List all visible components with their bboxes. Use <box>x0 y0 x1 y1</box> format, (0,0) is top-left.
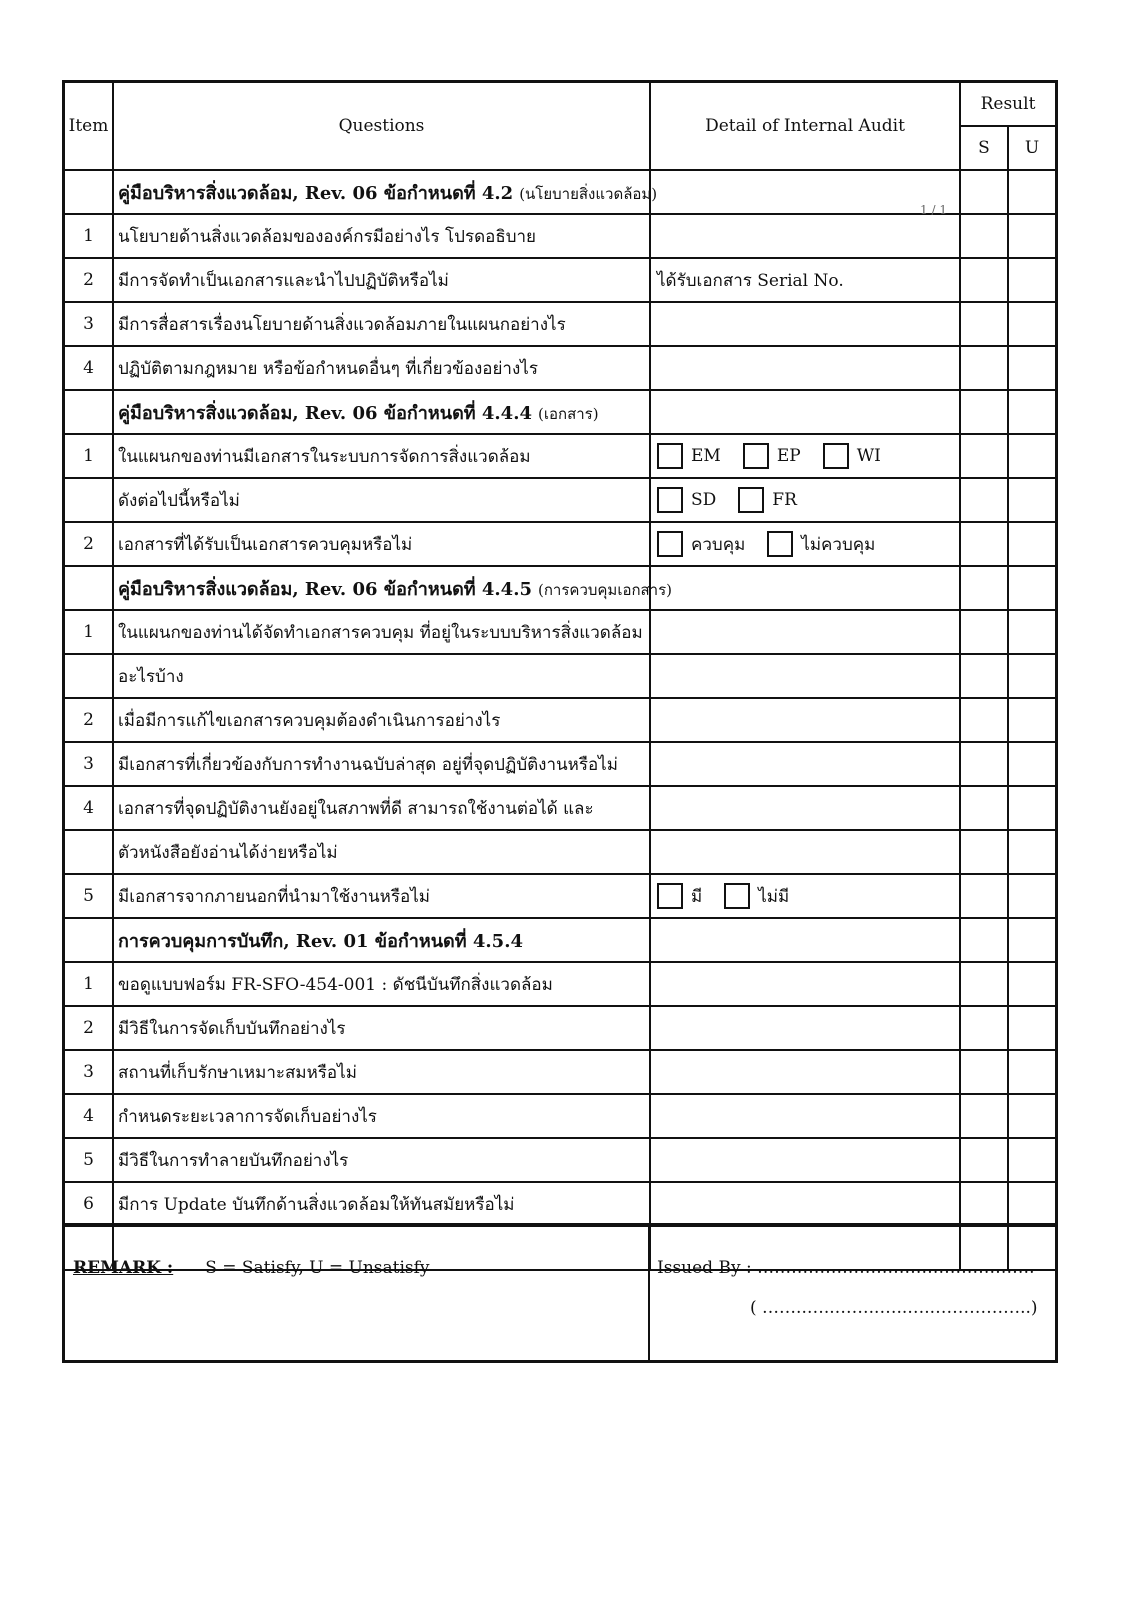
result-s-cell[interactable] <box>960 742 1008 786</box>
signature-line: ( ……..…..……..…..…..……………..) <box>750 1298 1038 1318</box>
question-text: มีเอกสารที่เกี่ยวข้องกับการทำงานฉบับล่าสุด อยู่ที่จุดปฏิบัติงานหรือไม่ <box>113 742 650 786</box>
remark-line <box>73 1258 430 1278</box>
section-item-cell <box>65 390 113 434</box>
result-u-cell[interactable] <box>1008 214 1055 258</box>
table-row <box>65 1182 1055 1226</box>
checkbox-option[interactable] <box>738 487 797 513</box>
checkbox-label: ไม่ควบคุม <box>801 534 876 555</box>
result-u-cell[interactable] <box>1008 1138 1055 1182</box>
table-row <box>65 302 1055 346</box>
item-number: 6 <box>65 1182 113 1226</box>
table-row <box>65 214 1055 258</box>
item-number: 4 <box>65 1094 113 1138</box>
table-row <box>65 434 1055 478</box>
checkbox-option[interactable] <box>767 531 875 558</box>
satisfy-header: S <box>960 126 1008 170</box>
result-s-cell[interactable] <box>960 170 1008 214</box>
question-text: ดังต่อไปนี้หรือไม่ <box>113 478 650 522</box>
remark-text: S = Satisfy, U = Unsatisfy <box>205 1258 430 1278</box>
checkbox-option[interactable] <box>657 487 716 513</box>
page-mark: 1 / 1 <box>920 203 947 217</box>
detail-cell[interactable] <box>650 478 960 522</box>
item-number: 4 <box>65 786 113 830</box>
detail-cell[interactable] <box>650 742 960 786</box>
audit-checklist-sheet <box>62 80 1058 1363</box>
result-s-cell[interactable] <box>960 962 1008 1006</box>
table-row <box>65 346 1055 390</box>
section-row <box>65 566 1055 610</box>
result-u-cell[interactable] <box>1008 478 1055 522</box>
section-title-cell <box>113 390 650 434</box>
section-title-cell <box>113 170 658 214</box>
result-u-cell[interactable] <box>1008 302 1055 346</box>
detail-cell[interactable] <box>650 698 960 742</box>
checkbox-label: FR <box>772 490 797 510</box>
item-number: 3 <box>65 1050 113 1094</box>
section-note: (การควบคุมเอกสาร) <box>538 580 673 599</box>
checkbox[interactable] <box>657 883 683 909</box>
detail-cell[interactable] <box>650 1050 960 1094</box>
checkbox-group <box>657 883 959 910</box>
result-s-cell[interactable] <box>960 1182 1008 1226</box>
section-title: คู่มือบริหารสิ่งแวดล้อม, Rev. 06 ข้อกำหนดที่ 4.4.4 <box>118 402 532 424</box>
question-text: เมื่อมีการแก้ไขเอกสารควบคุมต้องดำเนินการอย่างไร <box>113 698 650 742</box>
result-s-cell[interactable] <box>960 1094 1008 1138</box>
result-u-cell[interactable] <box>1008 918 1055 962</box>
result-s-cell[interactable] <box>960 610 1008 654</box>
checkbox[interactable] <box>823 443 849 469</box>
item-number: 3 <box>65 742 113 786</box>
result-s-cell[interactable] <box>960 258 1008 302</box>
detail-cell[interactable] <box>650 1006 960 1050</box>
section-item-cell <box>65 918 113 962</box>
table-row <box>65 478 1055 522</box>
question-text: มีการจัดทำเป็นเอกสารและนำไปปฏิบัติหรือไม่ <box>113 258 650 302</box>
detail-cell[interactable] <box>650 786 960 830</box>
detail-cell[interactable] <box>650 874 960 918</box>
detail-cell[interactable] <box>650 566 960 610</box>
item-number: 1 <box>65 434 113 478</box>
table-row <box>65 1138 1055 1182</box>
result-s-cell[interactable] <box>960 346 1008 390</box>
question-text: ตัวหนังสือยังอ่านได้ง่ายหรือไม่ <box>113 830 650 874</box>
result-s-cell[interactable] <box>960 214 1008 258</box>
detail-cell[interactable] <box>650 214 960 258</box>
question-text: มีการ Update บันทึกด้านสิ่งแวดล้อมให้ทันสมัยหรือไม่ <box>113 1182 650 1226</box>
checkbox[interactable] <box>738 487 764 513</box>
result-s-cell[interactable] <box>960 918 1008 962</box>
checkbox[interactable] <box>743 443 769 469</box>
result-u-cell[interactable] <box>1008 698 1055 742</box>
result-s-cell[interactable] <box>960 478 1008 522</box>
item-number: 5 <box>65 1138 113 1182</box>
item-header: Item <box>65 83 113 170</box>
item-number: 2 <box>65 1006 113 1050</box>
table-row <box>65 654 1055 698</box>
checkbox[interactable] <box>657 531 683 557</box>
remark-cell <box>65 1226 650 1363</box>
checkbox-group <box>657 531 959 558</box>
checkbox-option[interactable] <box>743 443 801 469</box>
remark-label: REMARK : <box>73 1258 174 1278</box>
item-number: 5 <box>65 874 113 918</box>
checkbox-group <box>657 487 959 513</box>
question-text: มีวิธีในการทำลายบันทึกอย่างไร <box>113 1138 650 1182</box>
table-row <box>65 742 1055 786</box>
detail-cell[interactable] <box>650 434 960 478</box>
checkbox-option[interactable] <box>724 883 789 910</box>
result-u-cell[interactable] <box>1008 170 1055 214</box>
item-number: 2 <box>65 698 113 742</box>
result-s-cell[interactable] <box>960 654 1008 698</box>
item-number <box>65 830 113 874</box>
question-text: เอกสารที่จุดปฏิบัติงานยังอยู่ในสภาพที่ดี สามารถใช้งานต่อได้ และ <box>113 786 650 830</box>
questions-header: Questions <box>113 83 650 170</box>
item-number: 3 <box>65 302 113 346</box>
table-row <box>65 258 1055 302</box>
question-text: ในแผนกของท่านได้จัดทำเอกสารควบคุม ที่อยู่ในระบบบริหารสิ่งแวดล้อม <box>113 610 650 654</box>
checkbox[interactable] <box>657 487 683 513</box>
checkbox-label: ไม่มี <box>758 886 790 907</box>
detail-cell[interactable] <box>650 522 960 566</box>
item-number: 1 <box>65 962 113 1006</box>
question-text: ปฏิบัติตามกฎหมาย หรือข้อกำหนดอื่นๆ ที่เกี่ยวข้องอย่างไร <box>113 346 650 390</box>
result-s-cell[interactable] <box>960 786 1008 830</box>
detail-header: Detail of Internal Audit <box>650 83 960 170</box>
item-number <box>65 478 113 522</box>
table-row <box>65 1050 1055 1094</box>
checkbox-label: WI <box>856 446 881 466</box>
result-u-cell[interactable] <box>1008 830 1055 874</box>
section-title: คู่มือบริหารสิ่งแวดล้อม, Rev. 06 ข้อกำหนดที่ 4.4.5 <box>118 578 532 600</box>
result-s-cell[interactable] <box>960 390 1008 434</box>
question-text: มีวิธีในการจัดเก็บบันทึกอย่างไร <box>113 1006 650 1050</box>
result-u-cell[interactable] <box>1008 1182 1055 1226</box>
checkbox-label: EM <box>691 446 721 466</box>
checkbox[interactable] <box>657 443 683 469</box>
result-u-cell[interactable] <box>1008 522 1055 566</box>
result-u-cell[interactable] <box>1008 1094 1055 1138</box>
result-u-cell[interactable] <box>1008 654 1055 698</box>
checkbox-label: SD <box>691 490 717 510</box>
item-number <box>65 654 113 698</box>
detail-cell[interactable] <box>650 610 960 654</box>
section-note: (เอกสาร) <box>538 404 599 423</box>
table-row <box>65 1006 1055 1050</box>
section-item-cell <box>65 170 113 214</box>
checkbox-group <box>657 443 959 469</box>
remark-footer <box>65 1223 1055 1363</box>
detail-cell[interactable] <box>650 918 960 962</box>
section-title-cell <box>113 566 673 610</box>
question-text: อะไรบ้าง <box>113 654 650 698</box>
checkbox-option[interactable] <box>823 443 881 469</box>
detail-cell[interactable]: ได้รับเอกสาร Serial No. <box>650 258 960 302</box>
section-row <box>65 170 1055 214</box>
section-row <box>65 918 1055 962</box>
result-header: Result <box>960 83 1055 126</box>
result-u-cell[interactable] <box>1008 962 1055 1006</box>
table-row <box>65 874 1055 918</box>
item-number: 4 <box>65 346 113 390</box>
section-title-cell <box>113 918 650 962</box>
question-text: กำหนดระยะเวลาการจัดเก็บอย่างไร <box>113 1094 650 1138</box>
section-row <box>65 390 1055 434</box>
question-text: สถานที่เก็บรักษาเหมาะสมหรือไม่ <box>113 1050 650 1094</box>
item-number: 2 <box>65 522 113 566</box>
result-u-cell[interactable] <box>1008 1006 1055 1050</box>
detail-cell[interactable] <box>650 390 960 434</box>
result-s-cell[interactable] <box>960 698 1008 742</box>
result-u-cell[interactable] <box>1008 610 1055 654</box>
detail-cell[interactable] <box>650 830 960 874</box>
result-u-cell[interactable] <box>1008 390 1055 434</box>
result-s-cell[interactable] <box>960 566 1008 610</box>
detail-cell[interactable] <box>650 962 960 1006</box>
table-row <box>65 1094 1055 1138</box>
question-text: นโยบายด้านสิ่งแวดล้อมขององค์กรมีอย่างไร โปรดอธิบาย <box>113 214 650 258</box>
checkbox-option[interactable] <box>657 443 721 469</box>
result-u-cell[interactable] <box>1008 434 1055 478</box>
result-u-cell[interactable] <box>1008 874 1055 918</box>
item-number: 2 <box>65 258 113 302</box>
table-row <box>65 522 1055 566</box>
result-s-cell[interactable] <box>960 522 1008 566</box>
checkbox-option[interactable] <box>657 531 745 558</box>
item-number: 1 <box>65 610 113 654</box>
checkbox[interactable] <box>724 883 750 909</box>
section-title: คู่มือบริหารสิ่งแวดล้อม, Rev. 06 ข้อกำหนดที่ 4.2 <box>118 182 514 204</box>
detail-cell[interactable] <box>650 1138 960 1182</box>
result-s-cell[interactable] <box>960 830 1008 874</box>
issued-by: Issued By : …………………………………………. <box>657 1258 1035 1278</box>
result-s-cell[interactable] <box>960 1050 1008 1094</box>
checkbox[interactable] <box>767 531 793 557</box>
checkbox-label: ควบคุม <box>691 534 746 555</box>
table-row <box>65 786 1055 830</box>
checkbox-label: EP <box>776 446 801 466</box>
section-title: การควบคุมการบันทึก, Rev. 01 ข้อกำหนดที่ 4.5.4 <box>118 930 523 952</box>
section-note: (นโยบายสิ่งแวดล้อม) <box>519 184 658 203</box>
result-s-cell[interactable] <box>960 874 1008 918</box>
audit-table <box>65 83 1055 1271</box>
question-text: เอกสารที่ได้รับเป็นเอกสารควบคุมหรือไม่ <box>113 522 650 566</box>
table-row <box>65 698 1055 742</box>
table-row <box>65 962 1055 1006</box>
detail-cell[interactable] <box>650 654 960 698</box>
item-number: 1 <box>65 214 113 258</box>
question-text: ขอดูแบบฟอร์ม FR-SFO-454-001 : ดัชนีบันทึกสิ่งแวดล้อม <box>113 962 650 1006</box>
checkbox-label: มี <box>691 886 703 907</box>
result-s-cell[interactable] <box>960 302 1008 346</box>
section-item-cell <box>65 566 113 610</box>
detail-cell[interactable] <box>650 170 960 217</box>
result-s-cell[interactable] <box>960 434 1008 478</box>
detail-cell[interactable] <box>650 1182 960 1226</box>
question-text: ในแผนกของท่านมีเอกสารในระบบการจัดการสิ่งแวดล้อม <box>113 434 650 478</box>
question-text: มีเอกสารจากภายนอกที่นำมาใช้งานหรือไม่ <box>113 874 650 918</box>
result-s-cell[interactable] <box>960 1006 1008 1050</box>
table-row <box>65 830 1055 874</box>
result-u-cell[interactable] <box>1008 786 1055 830</box>
result-u-cell[interactable] <box>1008 742 1055 786</box>
detail-cell[interactable] <box>650 302 960 346</box>
unsatisfy-header: U <box>1008 126 1055 170</box>
table-row <box>65 610 1055 654</box>
result-u-cell[interactable] <box>1008 258 1055 302</box>
checkbox-option[interactable] <box>657 883 702 910</box>
result-s-cell[interactable] <box>960 1138 1008 1182</box>
result-u-cell[interactable] <box>1008 1050 1055 1094</box>
detail-cell[interactable] <box>650 346 960 390</box>
question-text: มีการสื่อสารเรื่องนโยบายด้านสิ่งแวดล้อมภายในแผนกอย่างไร <box>113 302 650 346</box>
detail-cell[interactable] <box>650 1094 960 1138</box>
result-u-cell[interactable] <box>1008 346 1055 390</box>
result-u-cell[interactable] <box>1008 566 1055 610</box>
